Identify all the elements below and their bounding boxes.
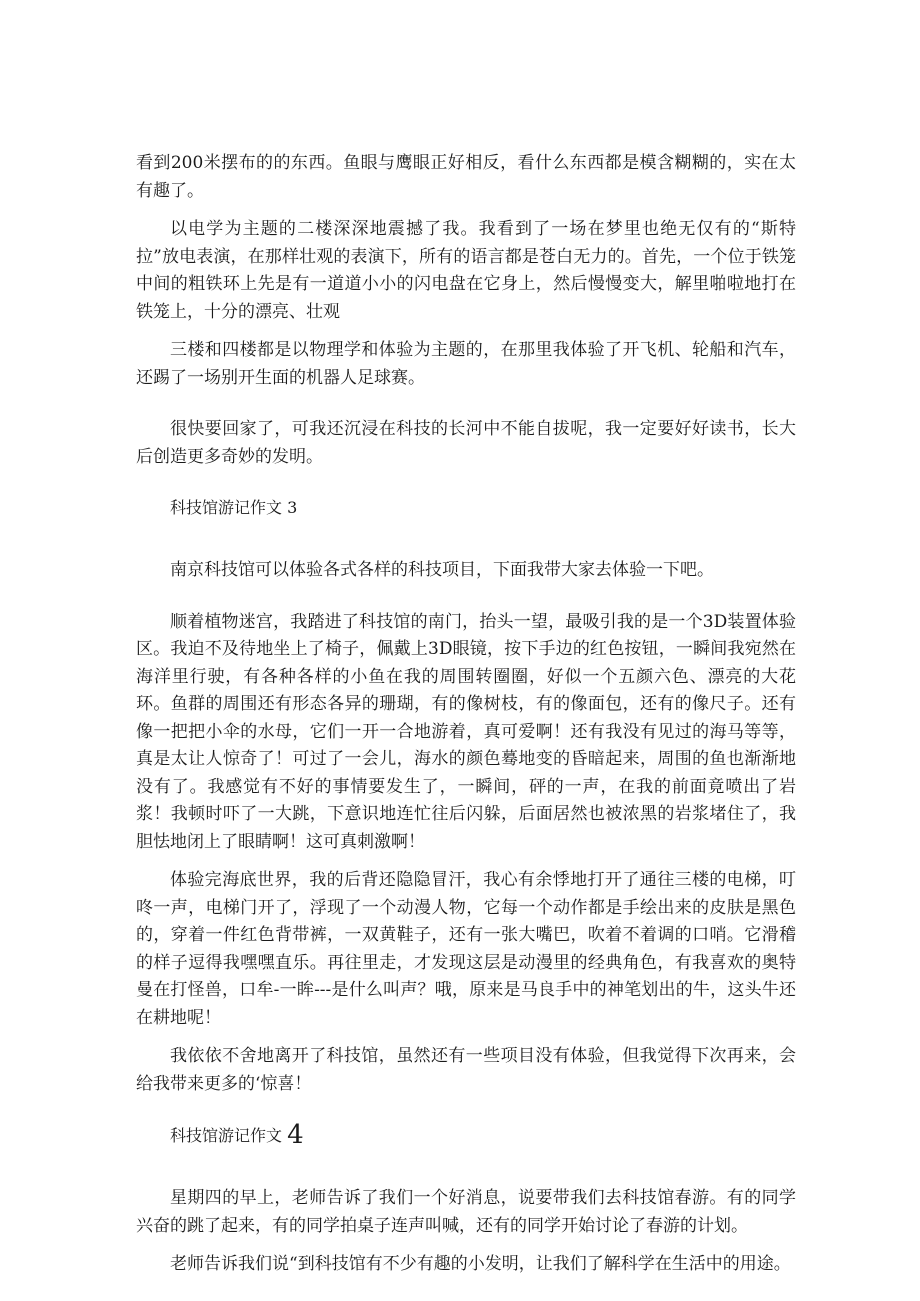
heading-number: 4 bbox=[287, 1120, 304, 1150]
essay-heading-3 bbox=[136, 495, 796, 521]
paragraph-fish-eye: 看到200米摆布的的东西。鱼眼与鹰眼正好相反，看什么东西都是模含糊糊的，实在太有趣了。 bbox=[136, 153, 796, 201]
paragraph-third-fourth-floor: 三楼和四楼都是以物理学和体验为主题的，在那里我体验了开飞机、轮船和汽车，还踢了一场别开生面的机器人足球赛。 bbox=[136, 340, 796, 388]
paragraph-second-floor: 以电学为主题的二楼深深地震撼了我。我看到了一场在梦里也绝无仅有的“斯特拉”放电表演，在那样壮观的表演下，所有的语言都是苍白无力的。首先，一个位于铁笼中间的粗铁环上先是有一道道小小的闪电盘在它身上，然后慢慢变大，解里啪啦地打在铁笼上，十分的漂亮、壮观 bbox=[136, 219, 796, 322]
paragraph-going-home: 很快要回家了，可我还沉浸在科技的长河中不能自拔呢，我一定要好好读书，长大后创造更多奇妙的发明。 bbox=[136, 419, 796, 467]
document-body bbox=[136, 150, 796, 1279]
heading-text: 科技馆游记作文 bbox=[170, 498, 283, 517]
heading-text: 科技馆游记作文 bbox=[170, 1126, 283, 1145]
paragraph-teacher-says: 老师告诉我们说“到科技馆有不少有趣的小发明，让我们了解科学在生活中的用途。 bbox=[170, 1254, 791, 1274]
paragraph-thursday-news: 星期四的早上，老师告诉了我们一个好消息，说要带我们去科技馆春游。有的同学兴奋的跳了起来，有的同学拍桌子连声叫喊，还有的同学开始讨论了春游的计划。 bbox=[136, 1188, 796, 1236]
paragraph-intro-nanjing: 南京科技馆可以体验各式各样的科技项目，下面我带大家去体验一下吧。 bbox=[170, 560, 714, 580]
heading-number: 3 bbox=[287, 498, 298, 517]
paragraph-leaving: 我依依不舍地离开了科技馆，虽然还有一些项目没有体验，但我觉得下次再来，会给我带来更多的‘惊喜！ bbox=[136, 1046, 796, 1094]
paragraph-3d-experience: 顺着植物迷宫，我踏进了科技馆的南门，抬头一望，最吸引我的是一个3D装置体验区。我迫不及待地坐上了椅子，佩戴上3D眼镜，按下手边的红色按钮，一瞬间我宛然在海洋里行驶，有各种各样的小鱼在我的周围转圈圈，好似一个五颜六色、漂亮的大花环。鱼群的周围还有形态各异的珊瑚，有的像树枝，有的像面包，还有的像尺子。还有像一把把小伞的水母，它们一开一合地游着，真可爱啊！还有我没有见过的海马等等，真是太让人惊奇了！可过了一会儿，海水的颜色蓦地变的昏暗起来，周围的鱼也渐渐地没有了。我感觉有不好的事情要发生了，一瞬间，砰的一声，在我的前面竟喷出了岩浆！我顿时吓了一大跳，下意识地连忙往后闪躲，后面居然也被浓黑的岩浆堵住了，我胆怯地闭上了眼睛啊！这可真刺激啊！ bbox=[136, 611, 796, 852]
paragraph-elevator-cartoon: 体验完海底世界，我的后背还隐隐冒汗，我心有余悸地打开了通往三楼的电梯，叮咚一声，电梯门开了，浮现了一个动漫人物，它每一个动作都是手绘出来的皮肤是黑色的，穿着一件红色背带裤，一双黄鞋子，还有一张大嘴巴，吹着不着调的口哨。它滑稽的样子逗得我嘿嘿直乐。再往里走，才发现这层是动漫里的经典角色，有我喜欢的奥特曼在打怪兽，口牟-一眸---是什么叫声？哦，原来是马良手中的神笔划出的牛，这头牛还在耕地呢！ bbox=[136, 870, 796, 1028]
essay-heading-4 bbox=[136, 1122, 796, 1149]
